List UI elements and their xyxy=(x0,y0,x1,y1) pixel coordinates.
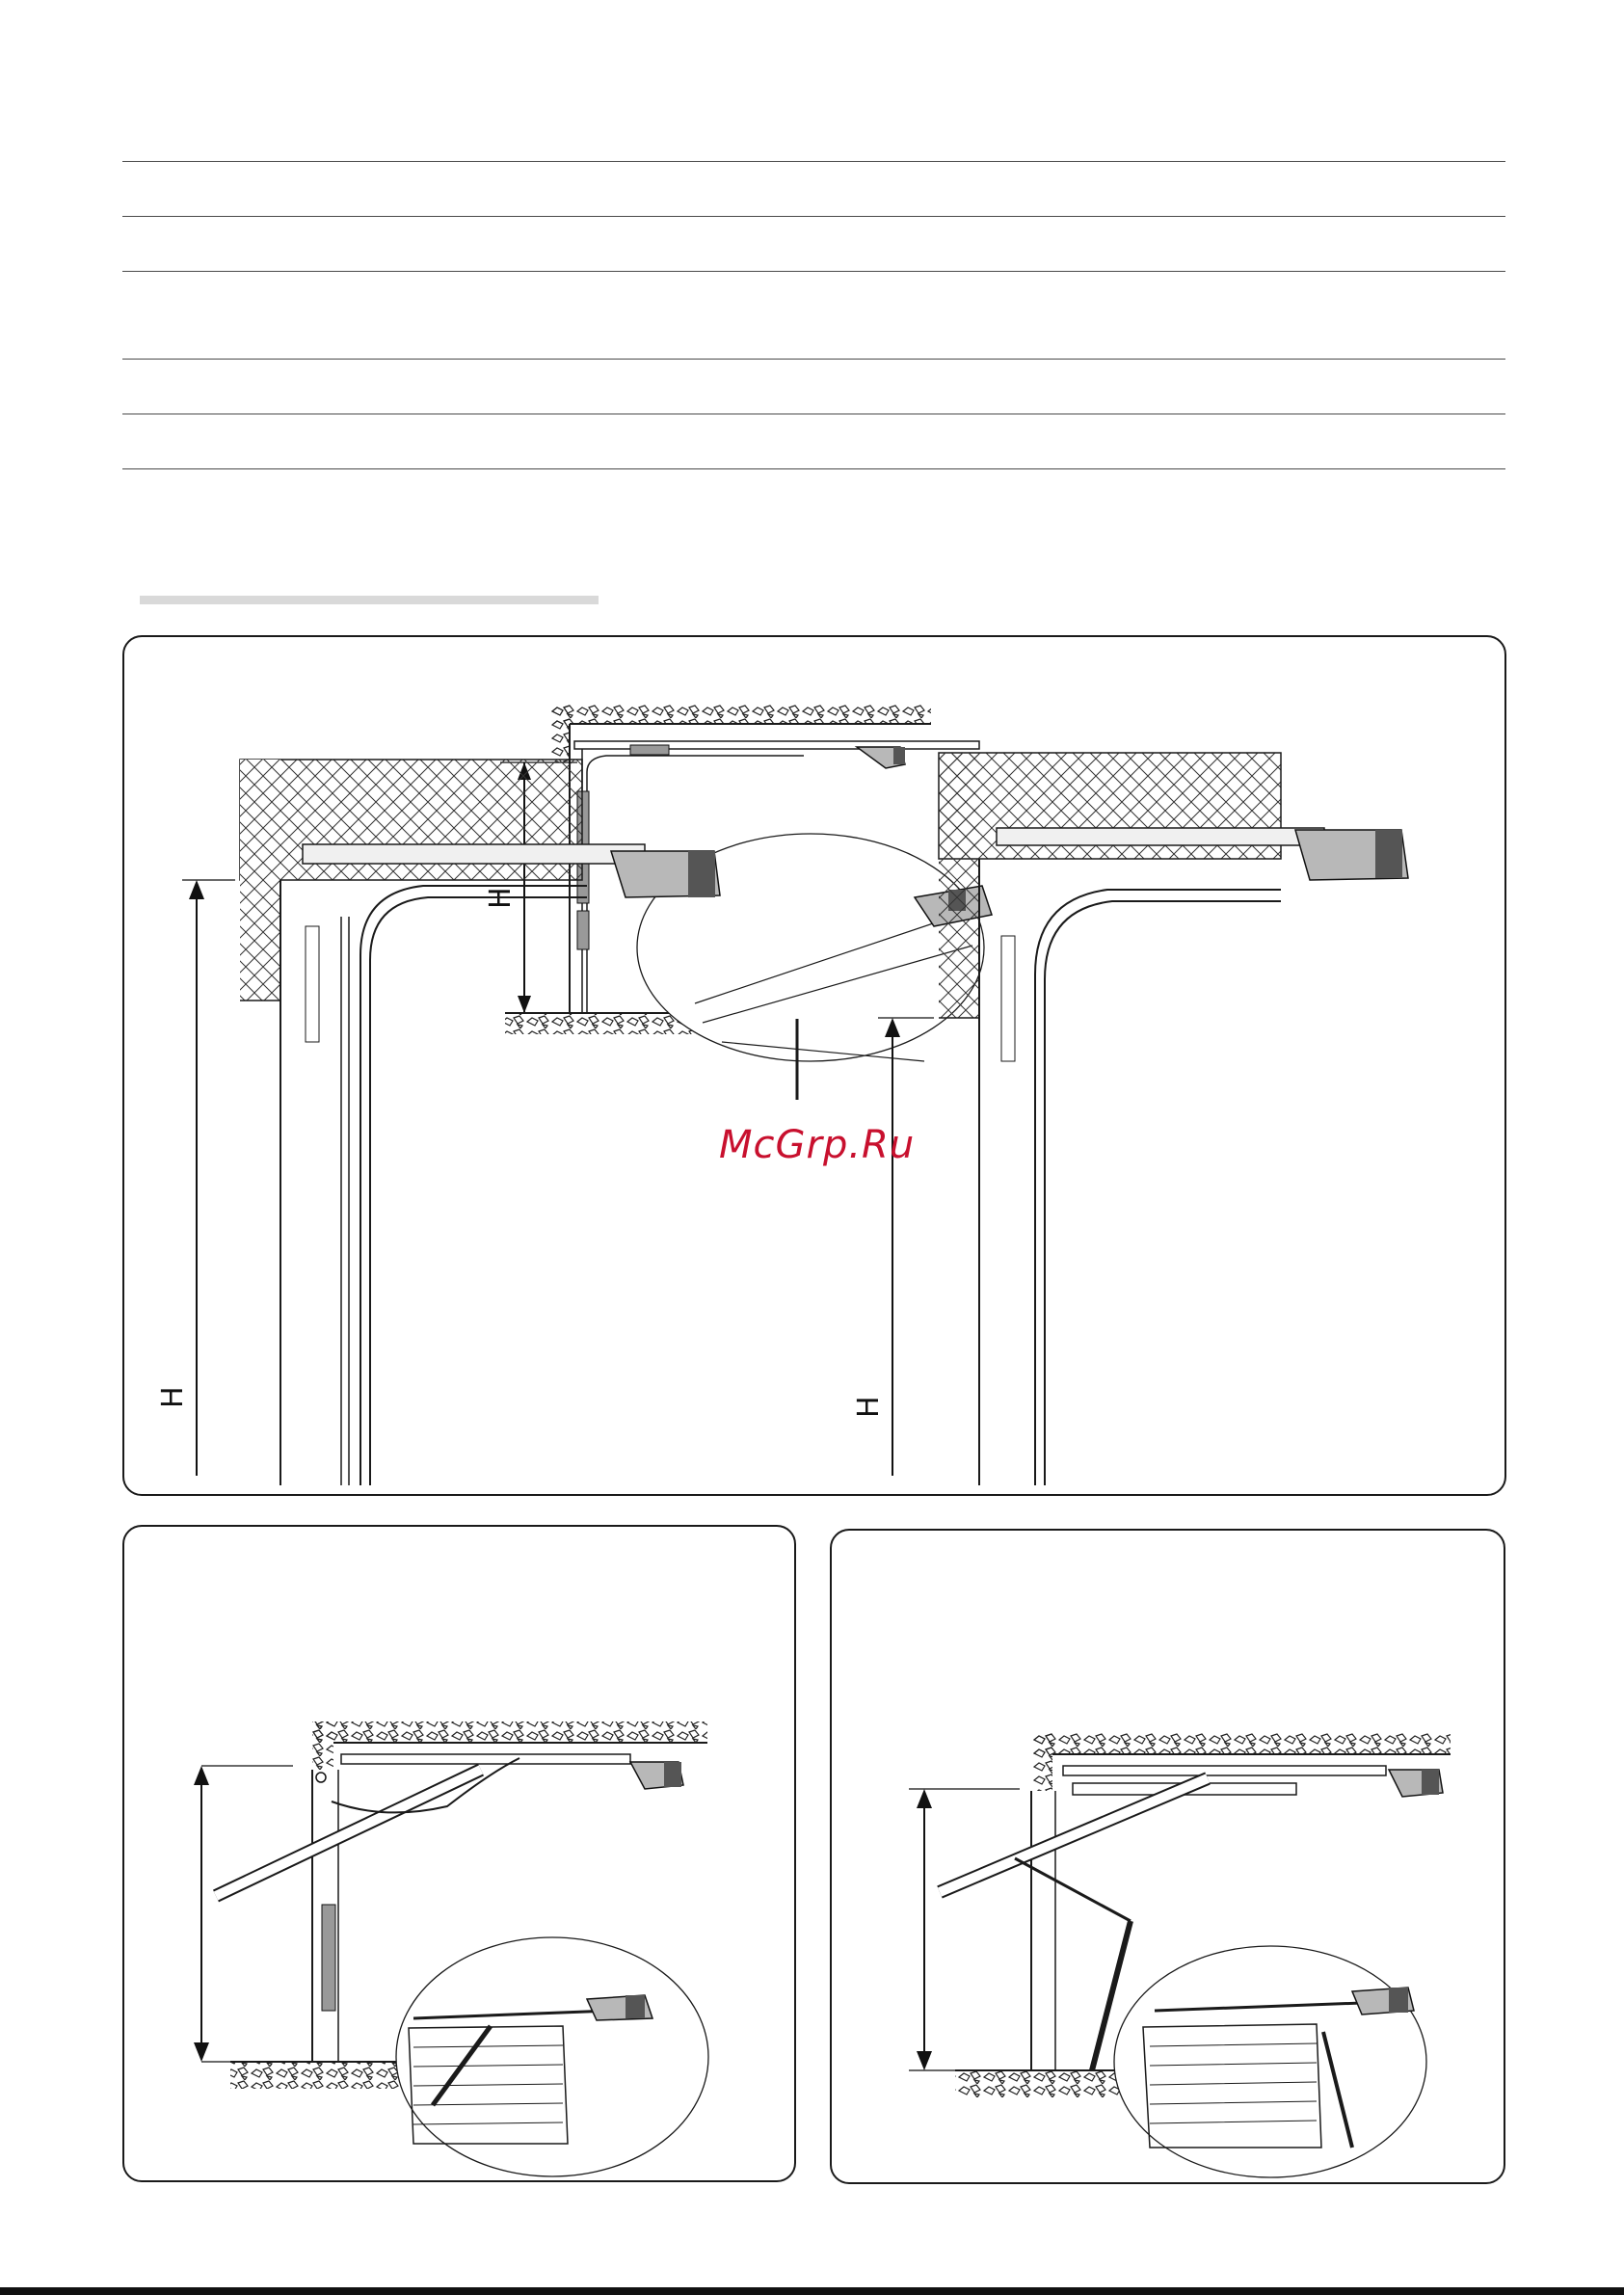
sectional-door-figure-panel xyxy=(122,635,1506,1496)
tilt-door-drawing-left xyxy=(124,1527,798,2184)
tilt-door-figure-panel-left xyxy=(122,1525,796,2182)
tilt-door-drawing-right xyxy=(832,1531,1507,2186)
height-label-right: H xyxy=(852,1396,886,1418)
table-rule-3 xyxy=(122,271,1505,272)
height-label-top: H xyxy=(484,887,518,909)
sectional-door-detail-left xyxy=(156,760,720,1485)
watermark: McGrp.Ru xyxy=(719,1123,916,1167)
height-label-left: H xyxy=(156,1386,190,1408)
table-rule-4 xyxy=(122,359,1505,360)
table-rule-2 xyxy=(122,216,1505,217)
sectional-door-drawings xyxy=(124,637,1508,1498)
table-rule-6 xyxy=(122,468,1505,469)
section-title-bar xyxy=(140,596,599,604)
sectional-door-detail-right xyxy=(852,753,1408,1485)
page-bottom-edge xyxy=(0,2287,1624,2295)
tilt-door-figure-panel-right xyxy=(830,1529,1505,2184)
table-rule-1 xyxy=(122,161,1505,162)
